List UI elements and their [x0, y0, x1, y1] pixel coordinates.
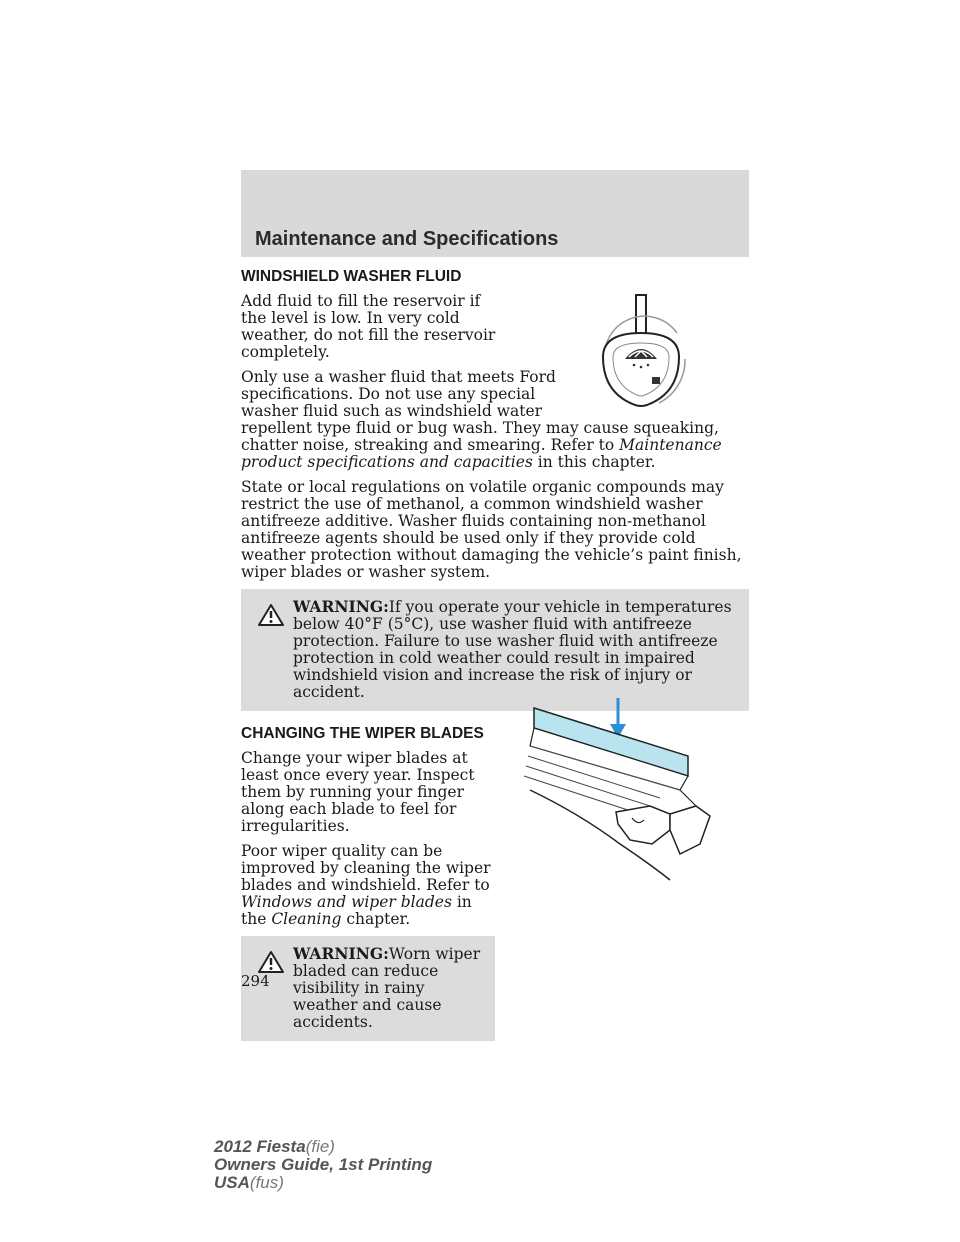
- washer-paragraph-1: Add fluid to fill the reservoir if the level is low. In very cold weather, do not fill the reservoir completely.: [241, 292, 496, 361]
- document-footer: 2012 Fiesta(fie) Owners Guide, 1st Printing USA(fus): [214, 1137, 433, 1192]
- washer-heading: WINDSHIELD WASHER FLUID: [241, 268, 462, 285]
- cross-reference-cleaning: Cleaning: [271, 910, 342, 928]
- page-number: 294: [241, 972, 270, 990]
- washer-warning-box: [241, 589, 749, 711]
- washer-reservoir-cap-icon: [567, 293, 697, 411]
- washer-paragraph-3: State or local regulations on volatile organic compounds may restrict the use of methanol, a common windshield washer antifreeze additive. Washer fluids containing non-methanol antifreeze agents should be used only if they provide cold weather protection without damaging the vehicle’s paint finish, wiper blades or washer system.: [241, 478, 742, 581]
- washer-paragraph-2: Only use a washer fluid that meets Ford specifications. Do not use any special washer fluid such as windshield water repellent type fluid or bug wash. They may cause squeaking, chatter noise, streaking and smearing. Refer to Maintenance product specifications and capacities in this chapter.: [241, 368, 722, 471]
- section-header-band: [241, 170, 749, 257]
- warning-text: Worn wiper bladed can reduce visibility in rainy weather and cause accidents.: [293, 945, 481, 1031]
- wiper-heading: CHANGING THE WIPER BLADES: [241, 725, 484, 742]
- cross-reference-maintenance: Maintenance product specifications and capacities: [241, 436, 722, 471]
- wiper-warning-box: [241, 936, 495, 1041]
- wiper-paragraph-2: Poor wiper quality can be improved by cleaning the wiper blades and windshield. Refer to Windows and wiper blades in the Cleaning chapter.: [241, 842, 491, 928]
- wiper-blade-diagram: [520, 694, 720, 884]
- warning-label: WARNING:: [293, 597, 389, 616]
- wiper-paragraph-1: Change your wiper blades at least once every year. Inspect them by running your finger along each blade to feel for irregularities.: [241, 749, 475, 835]
- section-title: Maintenance and Specifications: [255, 228, 559, 250]
- cross-reference-windows: Windows and wiper blades: [241, 893, 452, 911]
- page-content: [241, 262, 749, 1055]
- warning-triangle-icon: [257, 950, 285, 974]
- warning-triangle-icon: [257, 603, 285, 627]
- warning-label: WARNING:: [293, 944, 389, 963]
- warning-text: If you operate your vehicle in temperatures below 40°F (5°C), use washer fluid with antifreeze protection. Failure to use washer fluid with antifreeze protection in cold weather could result in impaired windshield vision and increase the risk of injury or accident.: [293, 598, 732, 701]
